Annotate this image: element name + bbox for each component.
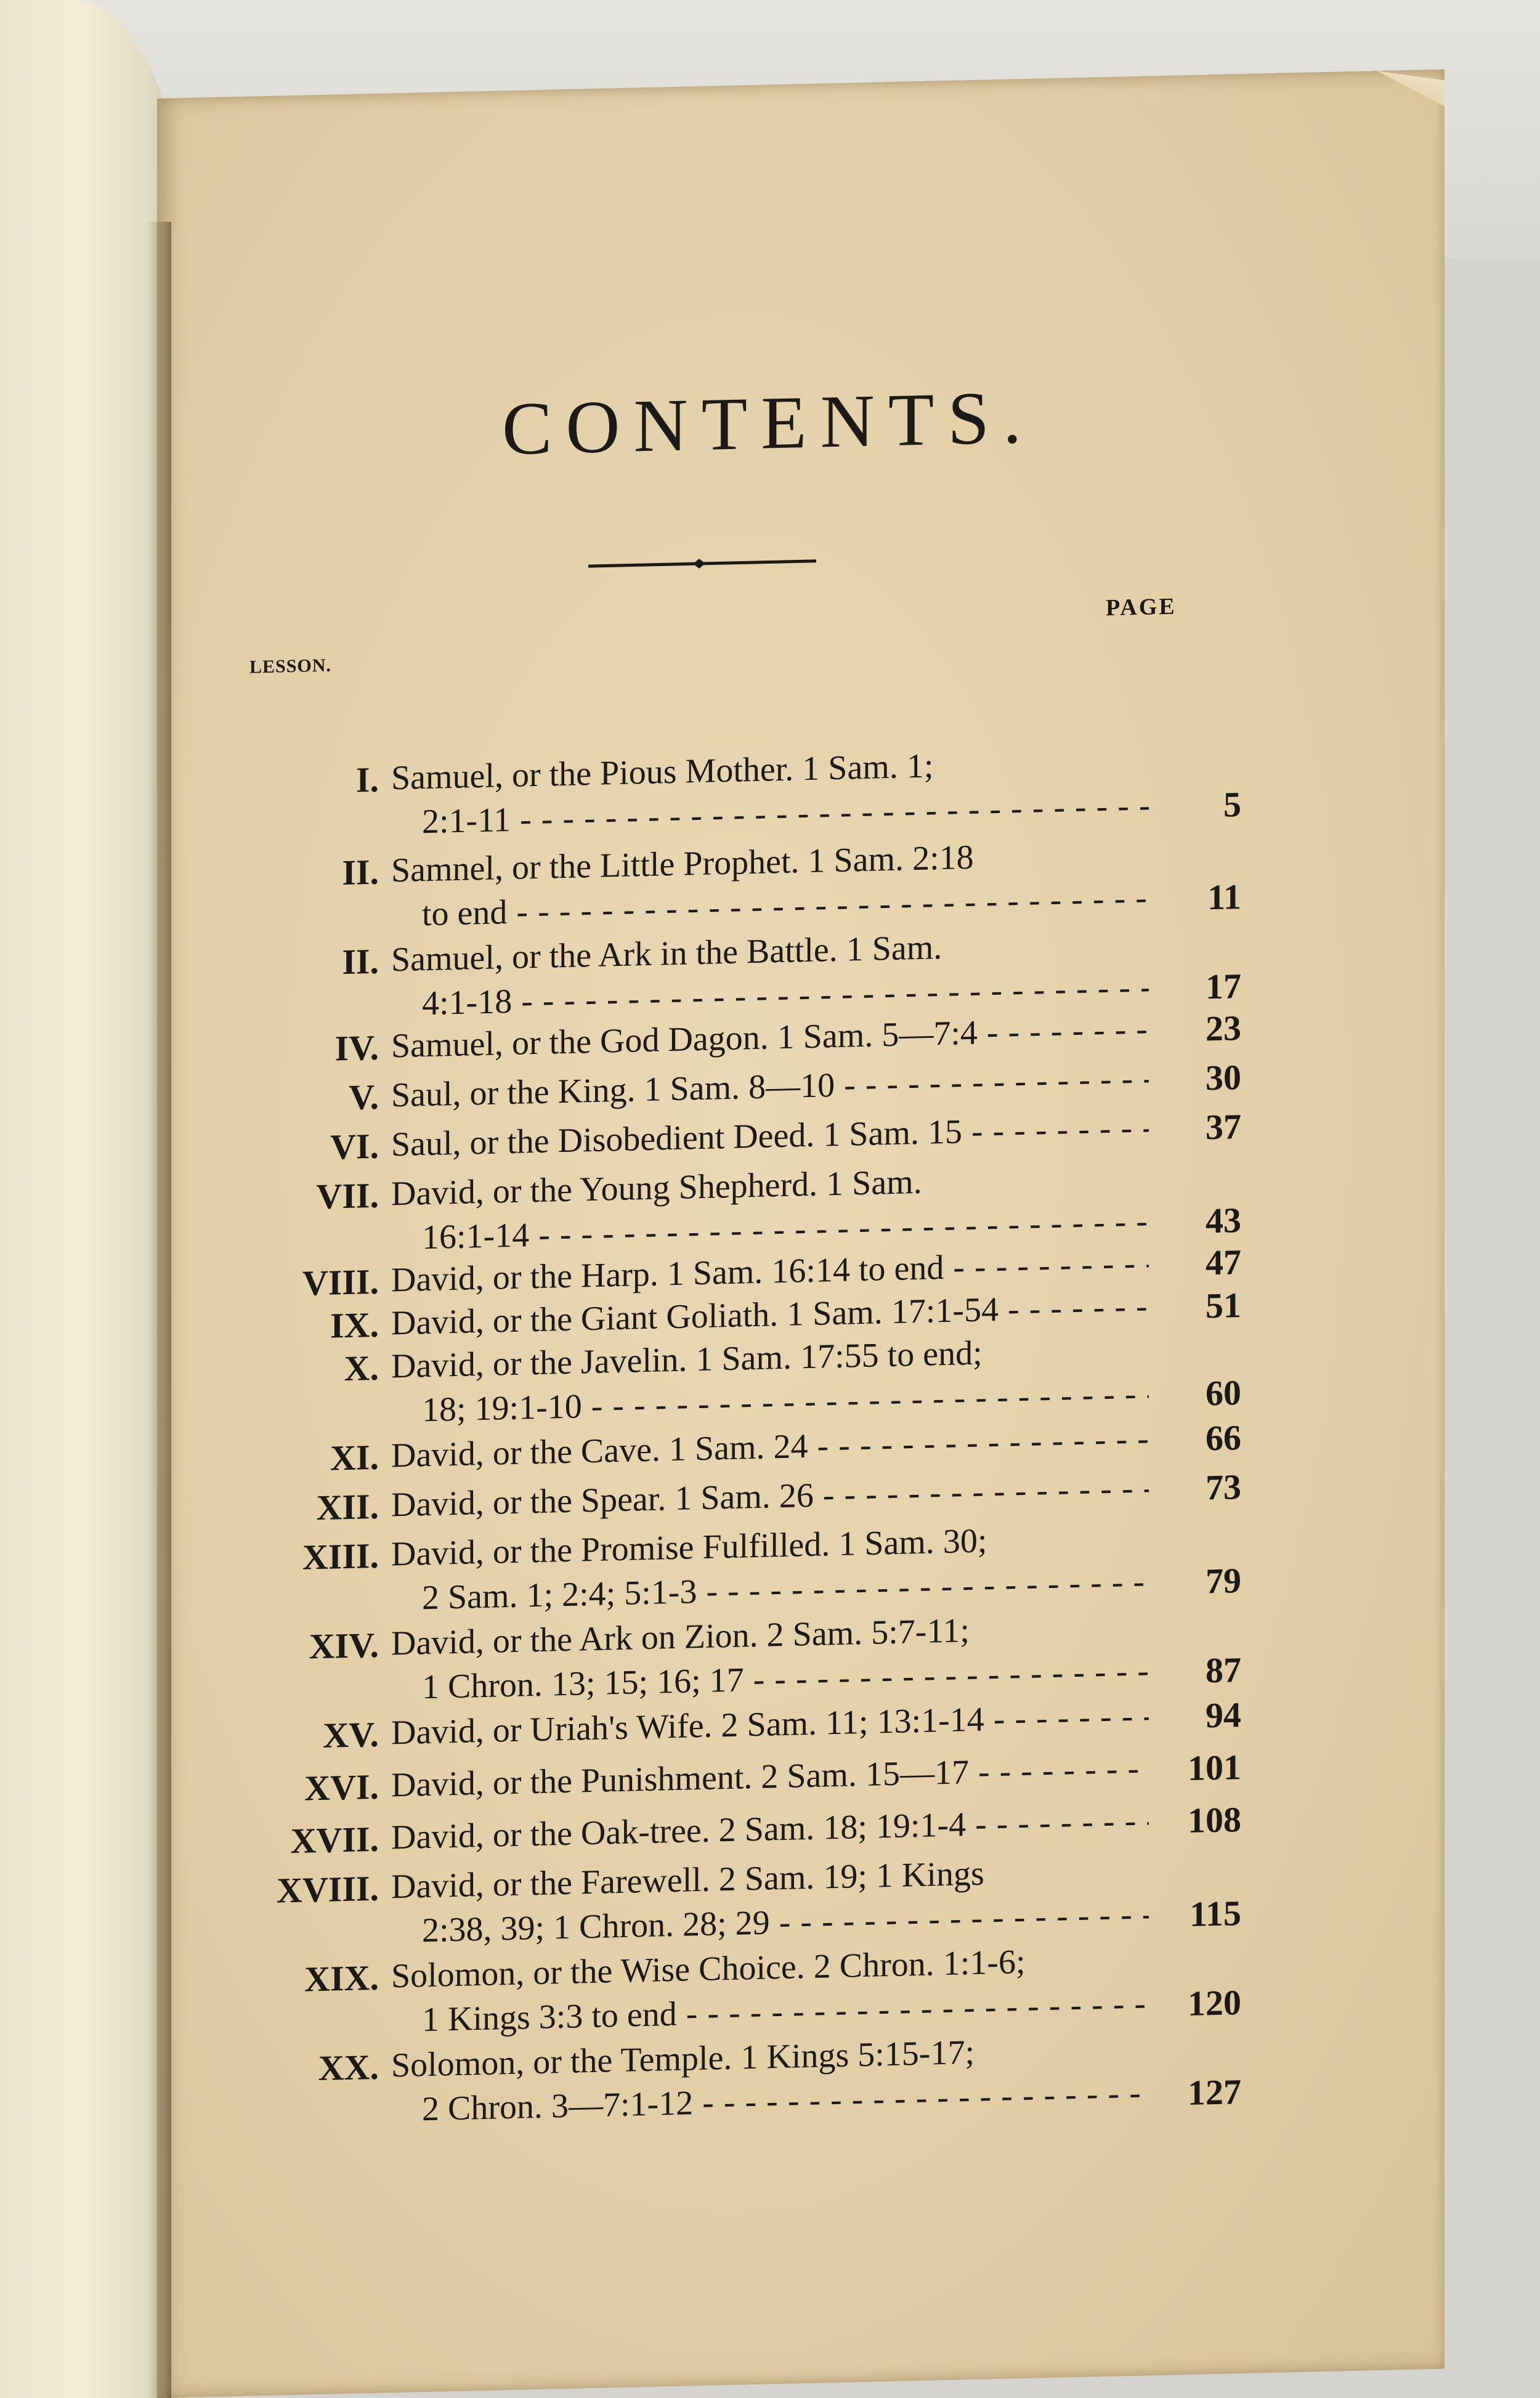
- lesson-number: V.: [349, 1076, 379, 1117]
- ornamental-rule: [588, 548, 822, 578]
- page-number: 30: [1206, 1057, 1241, 1098]
- lesson-number: I.: [355, 759, 379, 800]
- page-number: 17: [1206, 966, 1241, 1007]
- lesson-number: IX.: [330, 1304, 379, 1346]
- lesson-number: IV.: [334, 1027, 379, 1069]
- page-column-label: PAGE: [1106, 593, 1177, 622]
- lesson-title: Saul, or the King. 1 Sam. 8—10 - - -: [391, 1058, 1149, 1115]
- lesson-number: VI.: [330, 1125, 379, 1167]
- lesson-number: XVI.: [304, 1766, 379, 1809]
- page-number: 87: [1206, 1650, 1241, 1691]
- lesson-number: XI.: [330, 1436, 379, 1478]
- page-number: 94: [1206, 1695, 1241, 1736]
- page-number: 73: [1206, 1467, 1241, 1508]
- lesson-title: David, or the Ark on Zion. 2 Sam. 5:7-11;: [391, 1611, 970, 1663]
- lesson-title: David, or the Cave. 1 Sam. 24 - - -: [391, 1419, 1149, 1475]
- page-number: 23: [1206, 1008, 1241, 1049]
- page-number: 37: [1206, 1106, 1241, 1148]
- lesson-title: Samnel, or the Little Prophet. 1 Sam. 2:18: [391, 838, 974, 890]
- lesson-reference-continued: 2 Sam. 1; 2:4; 5:1-3 - - -: [422, 1562, 1149, 1618]
- lesson-title: Solomon, or the Wise Choice. 2 Chron. 1:1-6;: [391, 1943, 1026, 1996]
- lesson-title: David, or the Oak-tree. 2 Sam. 18; 19:1-4 - - -: [391, 1801, 1149, 1857]
- lesson-number: XIX.: [304, 1957, 379, 1999]
- page-number: 108: [1188, 1799, 1241, 1841]
- page-number: 115: [1189, 1893, 1241, 1934]
- lesson-number: XIII.: [302, 1535, 379, 1578]
- lesson-number: XII.: [316, 1486, 379, 1528]
- lesson-title: David, or the Giant Goliath. 1 Sam. 17:1-54 - - -: [391, 1286, 1149, 1343]
- lesson-number: XIV.: [309, 1624, 379, 1667]
- page-number: 127: [1188, 2072, 1241, 2113]
- lesson-number: XVIII.: [277, 1868, 379, 1911]
- lesson-number: II.: [342, 941, 379, 982]
- page-number: 43: [1206, 1200, 1241, 1241]
- lesson-title: David, or the Javelin. 1 Sam. 17:55 to end;: [391, 1334, 983, 1386]
- lesson-column-label: LESSON.: [249, 655, 331, 678]
- lesson-title: Samuel, or the Pious Mother. 1 Sam. 1;: [391, 747, 934, 798]
- lesson-number: XVII.: [290, 1818, 379, 1861]
- lesson-title: Samuel, or the God Dagon. 1 Sam. 5—7:4 - - -: [391, 1009, 1149, 1066]
- lesson-title: David, or the Harp. 1 Sam. 16:14 to end - - -: [391, 1243, 1149, 1300]
- page-number: 11: [1207, 877, 1241, 918]
- lesson-reference-continued: 2 Chron. 3—7:1-12 - - -: [422, 2073, 1149, 2129]
- lesson-reference-continued: 2:1-11 - - -: [422, 785, 1149, 841]
- page-number: 79: [1206, 1560, 1241, 1602]
- lesson-number: X.: [344, 1347, 379, 1389]
- lesson-reference-continued: 16:1-14 - - -: [422, 1201, 1149, 1257]
- lesson-title: Solomon, or the Temple. 1 Kings 5:15-17;: [391, 2033, 975, 2085]
- lesson-number: VIII.: [302, 1261, 379, 1303]
- lesson-title: Saul, or the Disobedient Deed. 1 Sam. 15 - - -: [391, 1108, 1149, 1164]
- lesson-title: Samuel, or the Ark in the Battle. 1 Sam.: [391, 928, 942, 979]
- lesson-number: II.: [342, 851, 379, 893]
- book-gutter: [147, 222, 171, 2398]
- lesson-title: David, or the Farewell. 2 Sam. 19; 1 Kings: [391, 1854, 984, 1906]
- lesson-title: David, or the Promise Fulfilled. 1 Sam. 30;: [391, 1521, 987, 1574]
- lesson-reference-continued: 18; 19:1-10 - - -: [422, 1374, 1149, 1430]
- lesson-reference-continued: 1 Chron. 13; 15; 16; 17 - - -: [422, 1651, 1149, 1707]
- page-number: 60: [1206, 1372, 1241, 1414]
- lesson-title: David, or Uriah's Wife. 2 Sam. 11; 13:1-14 - - -: [391, 1696, 1149, 1752]
- contents-page: [157, 70, 1445, 2398]
- page-content: [157, 70, 1445, 2398]
- lesson-number: VII.: [316, 1175, 379, 1217]
- page-number: 101: [1188, 1747, 1241, 1789]
- lesson-title: David, or the Punishment. 2 Sam. 15—17 - - -: [391, 1748, 1149, 1805]
- lesson-reference-continued: 4:1-18 - - -: [422, 967, 1149, 1023]
- page-number: 120: [1188, 1982, 1241, 2024]
- lesson-reference-continued: to end - - -: [422, 878, 1149, 934]
- lesson-reference-continued: 1 Kings 3:3 to end - - -: [422, 1983, 1149, 2040]
- page-number: 5: [1223, 784, 1241, 825]
- page-number: 47: [1206, 1242, 1241, 1283]
- page-number: 51: [1206, 1285, 1241, 1326]
- lesson-title: David, or the Spear. 1 Sam. 26 - - -: [391, 1468, 1149, 1525]
- page-number: 66: [1206, 1417, 1241, 1459]
- lesson-reference-continued: 2:38, 39; 1 Chron. 28; 29 - - -: [422, 1894, 1149, 1950]
- lesson-number: XV.: [323, 1714, 379, 1756]
- lesson-number: XX.: [318, 2046, 379, 2089]
- page-title: CONTENTS.: [502, 375, 1035, 471]
- lesson-title: David, or the Young Shepherd. 1 Sam.: [391, 1162, 922, 1213]
